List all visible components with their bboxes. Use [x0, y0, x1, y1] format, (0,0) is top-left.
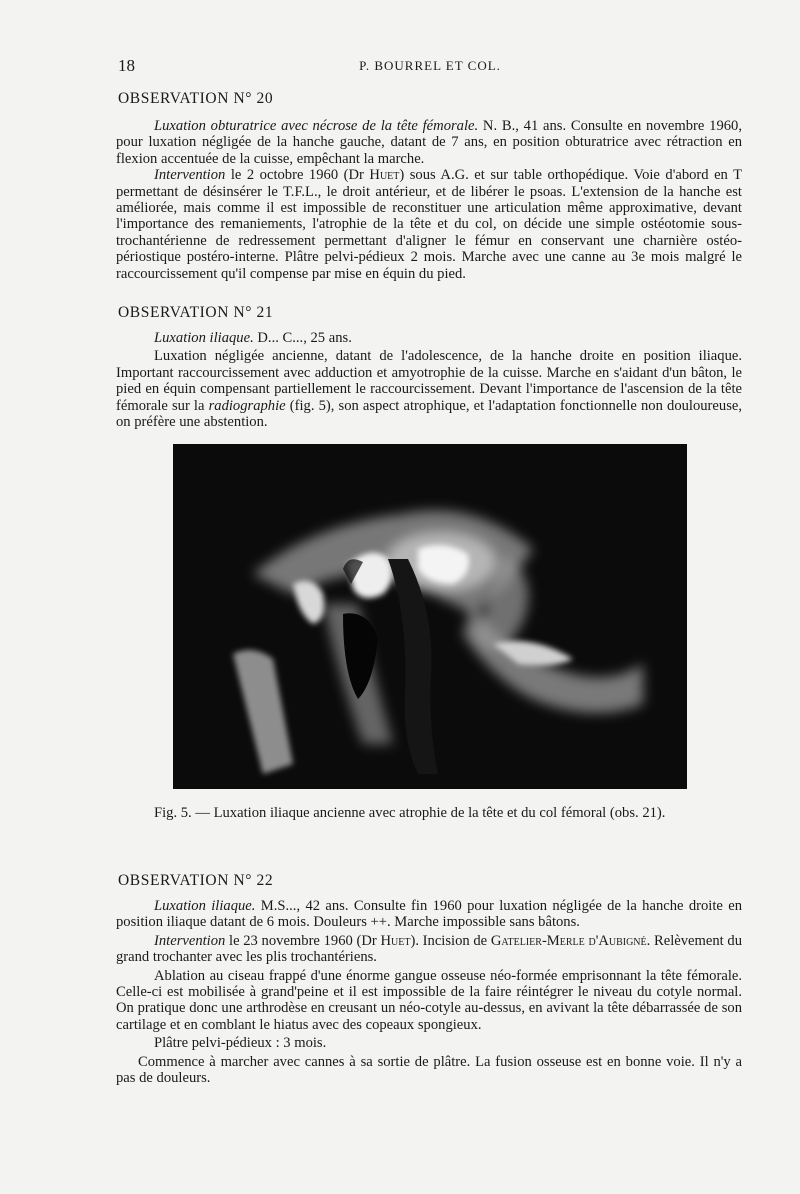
obs22-paragraph-1	[116, 898, 742, 931]
obs22-intervention-italic: Intervention	[154, 932, 226, 949]
obs22-paragraph-5: Commence à marcher avec cannes à sa sortie de plâtre. La fusion osseuse est en bonne voie. Il n'y a pas de douleurs.	[116, 1053, 742, 1087]
obs20-p2-text-rest: ) sous A.G. et sur table orthopédique. Voie d'abord en T permettant de désinsérer le T.F.L., le droit antérieur, et de libérer le psoas. L'extension de la hanche est améliorée, mais comme il est impossible de reconstituer une articulation même approximative, devant l'importance des remaniements, l'atrophie de la tête et du col, on décide une simple ostéotomie sous-trochantérienne de redressement permettant d'aligner le fémur en conservant une charnière ostéo-périostique postéro-interne. Plâtre pelvi-pédieux 2 mois. Marche avec une canne au 3e mois malgré le raccourcissement qu'il compense par mise en équin du pied.	[116, 167, 743, 282]
obs22-p1-text: M.S..., 42 ans. Consulte fin 1960 pour luxation négligée de la hanche droite en position iliaque datant de 6 mois. Douleurs ++. Marche impossible sans bâtons.	[116, 898, 742, 931]
obs21-body	[116, 330, 742, 430]
page-header	[118, 56, 742, 76]
obs20-paragraph-2	[116, 167, 742, 282]
obs22-title: OBSERVATION N° 22	[118, 872, 274, 889]
obs20-p1-text: N. B., 41 ans. Consulte en novembre 1960, pour luxation négligée de la hanche gauche, datant de 7 ans, en position obturatrice avec rétraction en flexion accentuée de la cuisse, empêchant la marche.	[116, 118, 742, 167]
obs21-title: OBSERVATION N° 21	[118, 304, 274, 321]
obs22-p2-text-rest: . Relèvement du grand trochanter avec les plis trochantériens.	[116, 932, 742, 966]
obs22-technique-name: Gatelier-Merle d'Aubigné	[490, 932, 647, 949]
radiograph-figure	[173, 444, 687, 789]
obs21-heading-italic: Luxation iliaque.	[154, 330, 254, 346]
obs20-surgeon-name: Huet	[369, 167, 400, 184]
obs20-paragraph-1	[116, 118, 742, 167]
obs21-paragraph-1	[116, 330, 742, 346]
obs22-paragraph-3: Ablation au ciseau frappé d'une énorme gangue osseuse néo-formée emprisonnant la tête fémorale. Celle-ci est mobilisée à grand'peine et il est impossible de la faire réintégrer le niveau du cotyle normal. On pratique donc une arthrodèse en creusant un néo-cotyle au-dessus, en avivant la tête débarrassée de son cartilage et en comblant le hiatus avec des copeaux spongieux.	[116, 967, 742, 1033]
page-number: 18	[118, 56, 135, 75]
obs22-paragraph-4: Plâtre pelvi-pédieux : 3 mois.	[154, 1035, 327, 1052]
obs20-heading-italic: Luxation obturatrice avec nécrose de la tête fémorale.	[154, 118, 479, 134]
figure-caption	[116, 805, 742, 821]
obs21-p1-text: D... C..., 25 ans.	[253, 330, 352, 346]
obs22-paragraph-2	[116, 933, 742, 966]
obs21-paragraph-2	[116, 348, 742, 430]
obs21-radiographie-italic: radiographie	[208, 397, 286, 414]
obs22-surgeon-name: Huet	[380, 932, 411, 949]
obs22-p2-text-a: le 23 novembre 1960 (Dr	[225, 932, 381, 949]
obs21-p2-text-a: Luxation négligée ancienne, datant de l'adolescence, de la hanche droite en position iliaque. Important raccourcissement avec adduction et amyotrophie de la cuisse. Marche en s'aidant d'un bâton, le pied en équin compensant partiellement le raccourcissement. Devant l'importance de l'ascension de la tête fémorale sur la	[116, 348, 742, 414]
running-head: P. BOURREL ET COL.	[359, 58, 501, 73]
figure-caption-text: Fig. 5. — Luxation iliaque ancienne avec atrophie de la tête et du col fémoral (obs. 21).	[154, 805, 666, 821]
obs21-p2-text-rest: (fig. 5), son aspect atrophique, et l'adaptation fonctionnelle non douloureuse, on préfère une abstention.	[116, 397, 743, 431]
obs20-title: OBSERVATION N° 20	[118, 90, 274, 107]
obs20-intervention-italic: Intervention	[154, 167, 226, 184]
obs22-heading-italic: Luxation iliaque.	[154, 898, 256, 914]
obs20-body	[116, 118, 742, 282]
radiograph-image	[173, 444, 687, 789]
obs22-body	[116, 898, 742, 1086]
obs20-p2-text-a: le 2 octobre 1960 (Dr	[225, 167, 370, 184]
obs22-p2-text-b: ). Incision de	[410, 932, 491, 949]
